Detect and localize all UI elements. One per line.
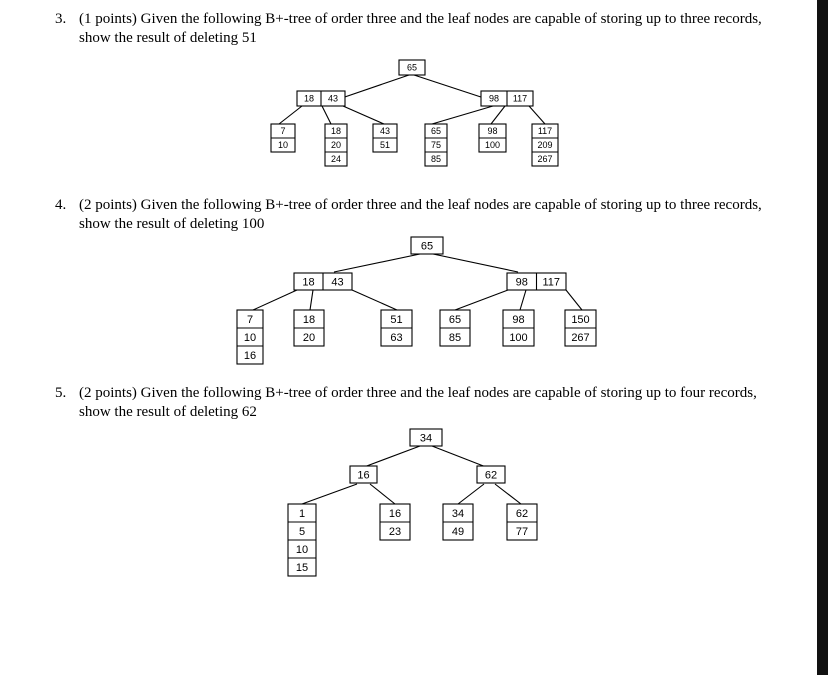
- leaf-key: 20: [330, 140, 342, 151]
- node-key: 43: [331, 276, 344, 289]
- leaf-key: 75: [430, 140, 442, 151]
- leaf-key: 34: [451, 507, 465, 520]
- tree-edge: [495, 484, 521, 504]
- leaf-key: 16: [388, 507, 402, 520]
- tree-edge: [352, 290, 397, 310]
- tree-edge: [455, 290, 508, 310]
- leaf-key: 85: [448, 331, 462, 344]
- tree-edge: [566, 290, 582, 310]
- leaf-key: 150: [571, 313, 590, 326]
- leaf-key: 15: [295, 561, 309, 574]
- leaf-key: 77: [515, 525, 529, 538]
- leaf-key: 85: [430, 154, 442, 165]
- leaf-key: 98: [487, 126, 498, 137]
- tree-edge: [433, 254, 518, 272]
- window-edge: [817, 0, 828, 675]
- question-number: 5.: [55, 385, 67, 401]
- node-key: 65: [420, 240, 434, 253]
- node-key: 65: [406, 62, 418, 73]
- tree-edge: [529, 106, 545, 124]
- node-key: 18: [302, 276, 315, 289]
- node-key: 18: [303, 93, 315, 104]
- tree-edge: [310, 290, 313, 310]
- tree-edge: [253, 290, 297, 310]
- leaf-key: 62: [515, 507, 529, 520]
- question-number: 3.: [55, 11, 67, 27]
- leaf-key: 23: [388, 525, 402, 538]
- node-key: 98: [488, 93, 500, 104]
- tree-edge: [322, 106, 331, 124]
- node-key: 34: [419, 432, 433, 445]
- leaf-key: 10: [277, 140, 289, 151]
- tree-edge: [364, 446, 420, 467]
- node-key: 16: [357, 469, 370, 482]
- leaf-key: 98: [512, 313, 525, 326]
- question-text: (1 points) Given the following B+-tree of order three and the leaf nodes are capable of storing up to three records, show the result of deleting 51: [79, 11, 762, 46]
- tree-edge: [336, 75, 409, 100]
- tree-edge: [458, 484, 484, 504]
- leaf-key: 43: [379, 126, 391, 137]
- tree-edge: [520, 290, 526, 310]
- leaf-key: 100: [509, 331, 528, 344]
- node-key: 117: [542, 276, 561, 289]
- node-key: 98: [515, 276, 528, 289]
- leaf-key: 267: [537, 154, 553, 165]
- tree-edge: [343, 106, 384, 124]
- leaf-key: 10: [243, 331, 257, 344]
- leaf-key: 117: [537, 126, 553, 137]
- leaf-key: 51: [379, 140, 391, 151]
- leaf-key: 65: [430, 126, 442, 137]
- question-text: (2 points) Given the following B+-tree of order three and the leaf nodes are capable of storing up to three records, show the result of deleting 100: [79, 197, 762, 232]
- tree-edge: [279, 106, 302, 124]
- tree-edge: [432, 106, 493, 124]
- node-key: 62: [484, 469, 498, 482]
- leaf-key: 65: [448, 313, 462, 326]
- leaf-key: 51: [390, 313, 403, 326]
- tree-edge: [414, 75, 490, 100]
- tree-edge: [491, 106, 505, 124]
- leaf-key: 18: [330, 126, 342, 137]
- question-text: (2 points) Given the following B+-tree of order three and the leaf nodes are capable of storing up to four records, show the result of deleting 62: [79, 385, 757, 420]
- leaf-key: 7: [280, 126, 286, 137]
- node-key: 117: [512, 93, 528, 104]
- tree-edge: [432, 446, 486, 467]
- leaf-key: 209: [537, 140, 553, 151]
- leaf-key: 18: [302, 313, 316, 326]
- leaf-key: 5: [298, 525, 306, 538]
- tree-edge: [334, 254, 420, 272]
- leaf-key: 267: [571, 331, 590, 344]
- node-key: 43: [327, 93, 339, 104]
- leaf-key: 49: [451, 525, 465, 538]
- leaf-key: 20: [302, 331, 316, 344]
- leaf-key: 24: [330, 154, 342, 165]
- leaf-key: 1: [298, 507, 306, 520]
- leaf-key: 10: [295, 543, 309, 556]
- leaf-key: 63: [390, 331, 403, 344]
- leaf-key: 16: [243, 349, 257, 362]
- question-number: 4.: [55, 197, 67, 213]
- leaf-key: 100: [484, 140, 501, 151]
- tree-edge: [302, 484, 357, 504]
- tree-edge: [370, 484, 395, 504]
- leaf-key: 7: [246, 313, 254, 326]
